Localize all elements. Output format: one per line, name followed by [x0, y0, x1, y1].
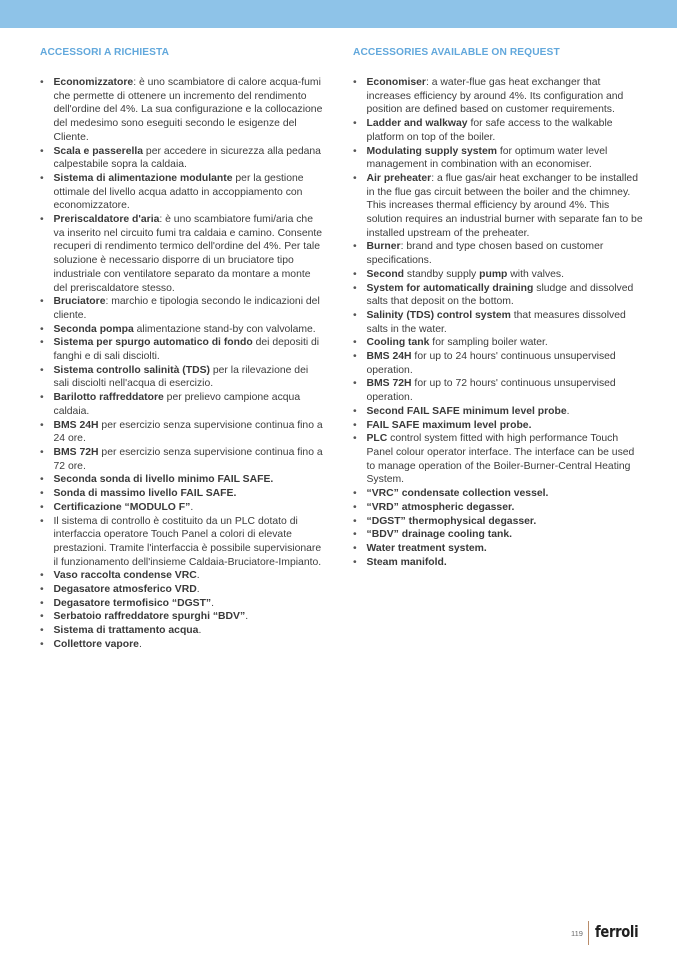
item-bold-text: Serbatoio raffreddatore spurghi “BDV”: [53, 611, 246, 623]
item-bold-text: Second FAIL SAFE minimum level probe: [366, 405, 567, 417]
list-item: [353, 501, 643, 515]
bullet-icon: •: [40, 419, 44, 431]
item-bold-text: PLC: [366, 433, 388, 445]
ferroli-logo: ferroli: [595, 922, 639, 941]
bullet-icon: •: [40, 323, 44, 335]
bullet-icon: •: [353, 515, 357, 527]
bullet-icon: •: [40, 337, 44, 349]
item-text: alimentazione stand-by con valvolame.: [133, 323, 316, 335]
bullet-icon: •: [40, 611, 44, 623]
item-text: standby supply: [404, 268, 480, 280]
item-text: .: [245, 611, 249, 623]
item-bold-text: Degasatore atmosferico VRD: [53, 584, 197, 596]
item-text: per esercizio senza supervisione continua fino a 24 ore.: [53, 419, 323, 445]
item-bold-text: Second: [366, 268, 405, 280]
item-bold-text: Sistema di alimentazione modulante: [53, 172, 233, 184]
item-bold-text: Scala e passerella: [53, 145, 144, 157]
item-bold-text: BMS 24H: [53, 419, 99, 431]
item-text: per esercizio senza supervisione continua fino a 72 ore.: [53, 446, 323, 472]
item-text: .: [211, 597, 215, 609]
bullet-icon: •: [353, 268, 357, 280]
bullet-icon: •: [353, 172, 357, 184]
item-text: per la gestione ottimale del livello acqua adatto in accoppiamento con economizzatore.: [53, 172, 304, 212]
item-bold-text: Sistema di trattamento acqua: [53, 625, 199, 637]
list-item: [40, 76, 325, 145]
bullet-icon: •: [353, 351, 357, 363]
italian-accessory-list: [40, 76, 325, 652]
bullet-icon: •: [40, 296, 44, 308]
item-text: .: [198, 625, 202, 637]
list-item: [353, 309, 643, 336]
logo-divider: [588, 921, 589, 945]
item-text: .: [196, 570, 200, 582]
item-bold-text: Water treatment system.: [366, 542, 487, 554]
list-item: [40, 213, 325, 295]
item-text: for safe access to the walkable platform on top of the boiler.: [366, 118, 613, 143]
list-item: [40, 473, 325, 487]
bullet-icon: •: [353, 77, 357, 88]
item-text: per prelievo campione acqua caldaia.: [53, 392, 301, 417]
item-bold-text: System for automatically draining: [366, 282, 534, 294]
item-text: Il sistema di controllo è costituito da un PLC dotato di interfaccia operatore Touch Panel a colori di elevate prestazioni. Tramite l'interfaccia è possibile supervisionare il funzionamento dell'insieme Caldaia-Bruciatore-Impianto.: [53, 515, 322, 568]
bullet-icon: •: [353, 309, 357, 321]
list-item: [353, 528, 643, 542]
list-item: [353, 117, 643, 144]
item-bold-text: Seconda sonda di livello minimo FAIL SAFE.: [53, 474, 274, 486]
list-item: [40, 446, 325, 473]
bullet-icon: •: [353, 419, 357, 431]
bullet-icon: •: [353, 405, 357, 417]
bullet-icon: •: [353, 542, 357, 554]
list-item: [353, 350, 643, 377]
item-text: .: [190, 501, 194, 513]
item-text: sludge and dissolved salts that deposit on the bottom.: [366, 282, 634, 308]
item-text: : a flue gas/air heat exchanger to be installed in the flue gas circuit between the boiler and the chimney. This increases thermal efficiency by around 4%. This solution requires an industrial burner with separate fan to be installed upstream of the preheater.: [366, 172, 643, 239]
item-bold-text: Sistema per spurgo automatico di fondo: [53, 337, 253, 349]
list-item: [353, 432, 643, 487]
item-bold-text: BMS 72H: [366, 378, 412, 390]
list-item: [40, 145, 325, 172]
italian-column: [40, 46, 325, 652]
item-text: .: [196, 584, 200, 596]
list-item: [40, 295, 325, 322]
list-item: [353, 542, 643, 556]
item-text: .: [138, 638, 142, 650]
english-heading: ACCESSORIES AVAILABLE ON REQUEST: [353, 47, 560, 58]
list-item: [40, 364, 325, 391]
item-bold-text: Ladder and walkway: [366, 118, 468, 130]
item-bold-text: pump: [479, 268, 508, 280]
bullet-icon: •: [40, 172, 44, 184]
item-text: dei depositi di fanghi e di sali disciolti.: [53, 337, 320, 363]
item-bold-text: Barilotto raffreddatore: [53, 392, 164, 404]
list-item: [40, 624, 325, 638]
bullet-icon: •: [40, 446, 44, 458]
bullet-icon: •: [40, 488, 44, 500]
item-text: for up to 24 hours' continuous unsupervised operation.: [366, 351, 616, 376]
list-item: [353, 419, 643, 433]
list-item: [40, 501, 325, 515]
bullet-icon: •: [353, 378, 357, 390]
list-item: [353, 487, 643, 501]
bullet-icon: •: [353, 282, 357, 294]
bullet-icon: •: [40, 515, 44, 527]
bullet-icon: •: [353, 433, 357, 445]
list-item: [353, 377, 643, 404]
bullet-icon: •: [353, 501, 357, 513]
bullet-icon: •: [40, 584, 44, 596]
item-text: : marchio e tipologia secondo le indicazioni del cliente.: [53, 296, 320, 321]
list-item: [40, 638, 325, 652]
bullet-icon: •: [40, 214, 44, 226]
bullet-icon: •: [40, 364, 44, 376]
bullet-icon: •: [40, 501, 44, 513]
list-item: [353, 240, 643, 267]
item-bold-text: Degasatore termofisico “DGST”: [53, 597, 212, 609]
bullet-icon: •: [353, 118, 357, 130]
list-item: [40, 336, 325, 363]
item-bold-text: Sonda di massimo livello FAIL SAFE.: [53, 488, 237, 500]
item-bold-text: “VRC” condensate collection vessel.: [366, 488, 549, 500]
item-text: for sampling boiler water.: [429, 337, 548, 349]
english-column: [353, 46, 643, 569]
item-bold-text: “BDV” drainage cooling tank.: [366, 529, 512, 541]
item-text: : è uno scambiatore fumi/aria che va inserito nel circuito fumi tra caldaia e camino. Consente recuperi di rendimento termico dell'ordine del 4%. Per tale soluzione è necessario disporre di un bruciatore tipo industriale con ventilatore separato da montare a monte del preriscaldatore stesso.: [53, 214, 323, 294]
item-bold-text: Economiser: [366, 77, 426, 88]
item-text: for optimum water level management in combination with an economiser.: [366, 145, 608, 171]
item-bold-text: Bruciatore: [53, 296, 106, 308]
bullet-icon: •: [353, 488, 357, 500]
list-item: [353, 405, 643, 419]
list-item: [353, 76, 643, 117]
bullet-icon: •: [40, 597, 44, 609]
list-item: [40, 487, 325, 501]
list-item: [40, 597, 325, 611]
list-item: [40, 323, 325, 337]
list-item: [40, 515, 325, 570]
item-bold-text: Air preheater: [366, 172, 432, 184]
item-text: : a water-flue gas heat exchanger that increases efficiency by around 4%. Its configuration and position are defined based on customer requirements.: [366, 77, 624, 116]
list-item: [353, 172, 643, 241]
list-item: [353, 145, 643, 172]
bullet-icon: •: [353, 241, 357, 253]
bullet-icon: •: [353, 556, 357, 568]
item-bold-text: Economizzatore: [53, 77, 134, 88]
italian-heading: ACCESSORI A RICHIESTA: [40, 47, 170, 58]
item-text: per la rilevazione dei sali disciolti nell'acqua di esercizio.: [53, 364, 309, 390]
bullet-icon: •: [353, 529, 357, 541]
item-bold-text: Cooling tank: [366, 337, 430, 349]
item-bold-text: Collettore vapore: [53, 638, 139, 650]
list-item: [40, 391, 325, 418]
item-text: .: [566, 405, 570, 417]
item-bold-text: BMS 72H: [53, 446, 99, 458]
bullet-icon: •: [353, 145, 357, 157]
item-text: per accedere in sicurezza alla pedana calpestabile sopra la caldaia.: [53, 145, 321, 171]
list-item: [353, 268, 643, 282]
bullet-icon: •: [40, 625, 44, 637]
item-bold-text: “VRD” atmospheric degasser.: [366, 501, 515, 513]
item-text: control system fitted with high performance Touch Panel colour operator interface. The interface can be used to manage operation of the Boiler-Burner-Central Heating System.: [366, 433, 635, 486]
bullet-icon: •: [40, 145, 44, 157]
item-bold-text: Modulating supply system: [366, 145, 497, 157]
item-text: for up to 72 hours' continuous unsupervised operation.: [366, 378, 616, 404]
item-text: with valves.: [507, 268, 564, 280]
bullet-icon: •: [40, 474, 44, 486]
item-text: : brand and type chosen based on customer specifications.: [366, 241, 604, 267]
top-color-band: [0, 0, 677, 28]
list-item: [353, 556, 643, 570]
item-bold-text: Certificazione “MODULO F”: [53, 501, 191, 513]
list-item: [353, 515, 643, 529]
item-text: : è uno scambiatore di calore acqua-fumi che permette di ottenere un incremento del rendimento dell'ordine del 4%. La sua configurazione e la collocazione del medesimo sono eseguiti secondo le esigenze del Cliente.: [53, 77, 323, 143]
item-text: that measures dissolved salts in the water.: [366, 309, 626, 335]
item-bold-text: Seconda pompa: [53, 323, 134, 335]
list-item: [40, 419, 325, 446]
item-bold-text: FAIL SAFE maximum level probe.: [366, 419, 532, 431]
english-accessory-list: [353, 76, 643, 569]
item-bold-text: Burner: [366, 241, 401, 253]
item-bold-text: Steam manifold.: [366, 556, 447, 568]
bullet-icon: •: [40, 392, 44, 404]
list-item: [40, 172, 325, 213]
bullet-icon: •: [40, 570, 44, 582]
bullet-icon: •: [40, 77, 44, 88]
list-item: [353, 282, 643, 309]
item-bold-text: Preriscaldatore d'aria: [53, 214, 160, 226]
item-bold-text: Sistema controllo salinità (TDS): [53, 364, 210, 376]
bullet-icon: •: [40, 638, 44, 650]
list-item: [40, 583, 325, 597]
bullet-icon: •: [353, 337, 357, 349]
item-bold-text: Vaso raccolta condense VRC: [53, 570, 197, 582]
list-item: [353, 336, 643, 350]
item-bold-text: BMS 24H: [366, 351, 412, 363]
list-item: [40, 610, 325, 624]
list-item: [40, 569, 325, 583]
item-bold-text: “DGST” thermophysical degasser.: [366, 515, 537, 527]
page-number: 119: [571, 929, 583, 938]
item-bold-text: Salinity (TDS) control system: [366, 309, 511, 321]
